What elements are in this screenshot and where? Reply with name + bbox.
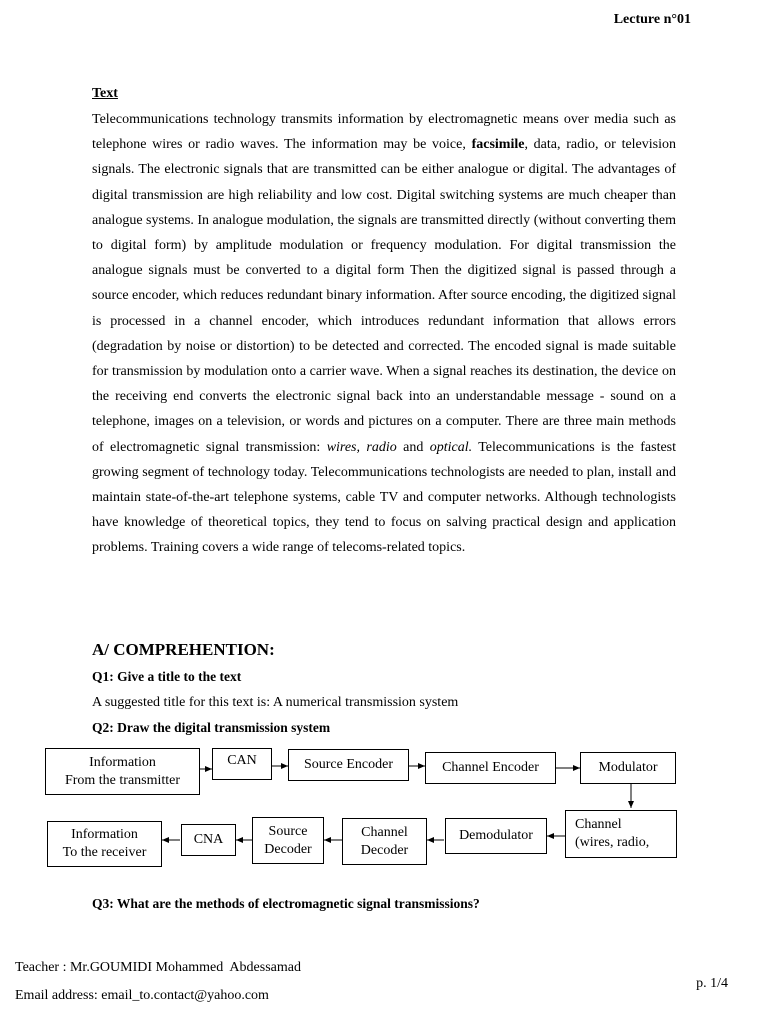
- can-box: [212, 748, 272, 780]
- cna-label: CNA: [193, 832, 224, 847]
- comprehension-heading: A/ COMPREHENTION:: [92, 640, 275, 659]
- text-heading: Text: [92, 86, 118, 101]
- paragraph-part: Telecommunications technology transmits information by electromagnetic means over media such as telephone wires or radio waves. The information may be voice,: [92, 112, 676, 153]
- source-decoder-label: Source Decoder: [264, 823, 312, 857]
- modulator-box: [580, 752, 676, 784]
- question-3: Q3: What are the methods of electromagnetic signal transmissions?: [92, 896, 480, 911]
- cna-box: [181, 824, 236, 856]
- channel-decoder-box: [342, 818, 427, 865]
- channel-box: [565, 810, 677, 858]
- italic-term: wires, radio: [326, 439, 397, 455]
- can-label: CAN: [227, 753, 257, 768]
- demodulator-label: Demodulator: [459, 828, 533, 843]
- source-decoder-box: [252, 817, 324, 864]
- italic-term: optical.: [429, 439, 473, 455]
- source-encoder-label: Source Encoder: [303, 757, 394, 772]
- info-receiver-label: Information To the receiver: [62, 827, 147, 860]
- teacher-name: Teacher : Mr.GOUMIDI Mohammed Abdessamad: [15, 960, 301, 975]
- answer-1: A suggested title for this text is: A numerical transmission system: [92, 695, 459, 710]
- info-transmitter-box: [45, 748, 200, 795]
- question-1: Q1: Give a title to the text: [92, 669, 242, 684]
- info-transmitter-label: Information From the transmitter: [64, 754, 181, 788]
- bold-term: facsimile: [471, 137, 525, 153]
- paragraph-part: , data, radio, or television signals. The electronic signals that are transmitted can be either analogue or digital. The advantages of digital transmission are high reliability and low cost. Digital switching systems are much cheaper than analogue systems. In analogue modulation, the signals are transmitted directly (without converting them to digital form) by amplitude modulation or frequency modulation. For digital transmission the analogue signals must be converted to a digital form Then the digitized signal is passed through a source encoder, which reduces redundant binary information. After source encoding, the digitized signal is processed in a channel encoder, which introduces redundant information that allows errors (degradation by noise or distortion) to be detected and corrected. The encoded signal is made suitable for transmission by modulation onto a carrier wave. When a signal reaches its destination, the device on the receiving end converts the electronic signal back into an understandable message - sound on a telephone, images on a television, or words and pictures on a computer. There are three main methods of electromagnetic signal transmission:: [92, 137, 676, 455]
- info-receiver-box: [47, 821, 162, 867]
- paragraph-part: and: [396, 439, 430, 455]
- lecture-number: Lecture n°01: [613, 12, 691, 27]
- paragraph-part: Telecommunications is the fastest growing segment of technology today. Telecommunications technologists are needed to plan, install and maintain state-of-the-art telephone systems, cable TV and computer networks. Although technologists have knowledge of theoretical topics, they tend to focus on salving practical design and application problems. Training covers a wide range of telecoms-related topics.: [92, 439, 677, 556]
- channel-decoder-label: Channel Decoder: [360, 824, 409, 858]
- modulator-label: Modulator: [598, 760, 658, 775]
- page-number: p. 1/4: [696, 976, 728, 991]
- channel-encoder-box: [425, 752, 556, 784]
- demodulator-box: [445, 818, 547, 854]
- email-address: Email address: email_to.contact@yahoo.com: [15, 988, 269, 1003]
- question-2: Q2: Draw the digital transmission system: [92, 720, 331, 735]
- channel-encoder-label: Channel Encoder: [442, 760, 539, 775]
- source-encoder-box: [288, 749, 409, 781]
- channel-label: Channel (wires, radio,: [575, 817, 650, 850]
